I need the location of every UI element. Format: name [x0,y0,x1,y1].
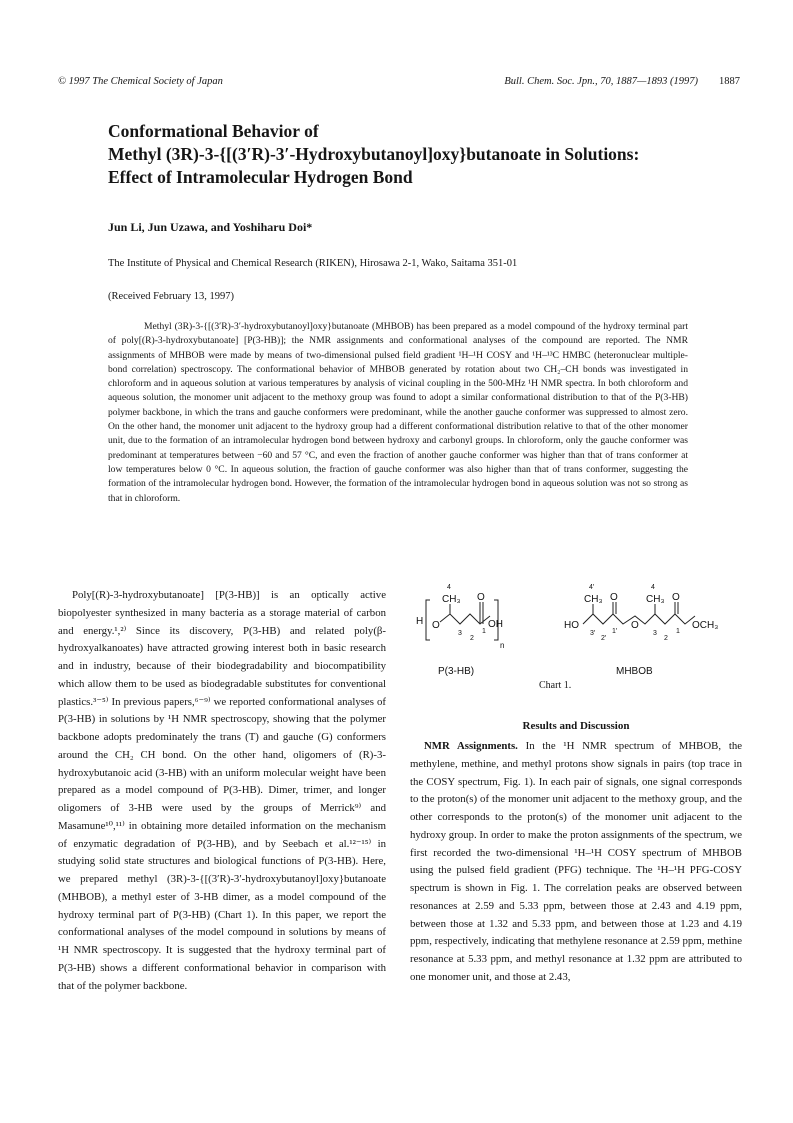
nmr-paragraph-text: In the ¹H NMR spectrum of MHBOB, the methylene, methine, and methyl protons show signals in pairs (top trace in the COSY spectrum, Fig. 1). In each pair of signals, one signal corresponds to the proton(s) of the monomer unit adjacent to the methoxy group, and the other corresponds to the proton(s) of the monomer unit adjacent to the hydroxy group. In order to make the proton assignments of the spectrum, we first recorded the two-dimensional ¹H–¹H COSY spectrum of MHBOB using the pulsed field gradient (PFG) technique. The ¹H–¹H PFG-COSY spectrum is shown in Fig. 1. The correlation peaks are observed between resonances at 2.59 and 5.33 ppm, between those at 2.43 and 4.19 ppm, between those at 1.32 and 5.33 ppm, and between those at 1.23 and 4.19 ppm, respectively, indicating that methylene resonance at 2.59 ppm, methine resonance at 5.33 ppm, and methyl resonance at 1.32 ppm are attributed to one monomer unit, and those at 2.43, [410,740,743,983]
running-header [58,76,740,92]
journal-citation: Bull. Chem. Soc. Jpn., 70, 1887—1893 (1997) [504,76,698,87]
repeat-subscript: n [500,641,505,650]
received-date: (Received February 13, 1997) [108,291,234,302]
carbon-number-4: 4 [447,584,451,591]
chart-1-structures [408,580,743,696]
methyl-label-b: CH₃ [646,594,665,605]
carbonyl-oxygen-b: O [672,592,680,603]
nmr-paragraph [410,738,742,987]
article-title [108,120,748,189]
carbon-number-2-prime: 2′ [601,635,607,642]
methyl-label: CH₃ [442,594,461,605]
carbon-number-2b: 2 [664,635,668,642]
ester-oxygen-b: O [631,620,639,631]
title-line-3: Effect of Intramolecular Hydrogen Bond [108,167,413,187]
title-line-2: Methyl (3R)-3-{[(3′R)-3′-Hydroxybutanoyl]oxy}butanoate in Solutions: [108,144,640,164]
carbonyl-oxygen: O [477,592,485,603]
author-list: Jun Li, Jun Uzawa, and Yoshiharu Doi* [108,220,313,234]
hydroxy-group: HO [564,620,579,631]
mhbob-label: MHBOB [616,666,653,677]
chart-caption: Chart 1. [539,680,572,691]
carbon-number-3: 3 [458,630,462,637]
page-number: 1887 [719,76,740,87]
carbon-number-4b: 4 [651,584,655,591]
copyright-line: © 1997 The Chemical Society of Japan [58,76,223,87]
affiliation: The Institute of Physical and Chemical Research (RIKEN), Hirosawa 2-1, Wako, Saitama 351-01 [108,258,518,269]
carbon-number-1: 1 [482,628,486,635]
abstract [108,320,688,506]
methoxy-group: OCH₃ [692,620,719,631]
runin-heading: NMR Assignments. [424,740,518,752]
ester-oxygen: O [432,620,440,631]
carbon-number-2: 2 [470,635,474,642]
methyl-label-prime: CH₃ [584,594,603,605]
carbonyl-oxygen-prime: O [610,592,618,603]
carbon-number-4-prime: 4′ [589,584,595,591]
chemical-structures [408,580,743,696]
carbon-number-3-prime: 3′ [590,630,596,637]
p3hb-label: P(3-HB) [438,666,475,677]
carbon-number-1-prime: 1′ [612,628,618,635]
title-line-1: Conformational Behavior of [108,121,319,141]
abstract-text: Methyl (3R)-3-{[(3′R)-3′-hydroxybutanoyl]oxy}butanoate (MHBOB) has been prepared as a model compound of the hydroxy terminal part of poly[(R)-3-hydroxybutanoate] [P(3-HB)]; the NMR assignments and conformational analyses of the compound are reported. The NMR assignments of MHBOB were made by means of two-dimensional pulsed field gradient ¹H–¹H COSY and ¹H–¹³C HMBC (heteronuclear multiple-bond correlation) spectroscopy. The conformational behavior of MHBOB generated by rotation about two CH₂–CH bonds was investigated in chloroform and in aqueous solution at various temperatures by analysis of vicinal coupling in the 500-MHz ¹H NMR spectra. In both chloroform and aqueous solution, the monomer unit adjacent to the methoxy group was found to adopt a similar conformational distribution to that of the P(3-HB) polymer backbone, in which the trans and gauche conformers were predominant, while the another gauche conformer was suppressed to almost zero. On the other hand, the monomer unit adjacent to the hydroxy group had a different conformational distribution relative to that of the other monomer unit, due to the formation of an intramolecular hydrogen bond between hydroxy and carbonyl groups. In chloroform, only the gauche conformer was predominant at temperatures between −60 and 57 °C, and even the fraction of another gauche conformer was higher than that of trans conformer at low temperatures below 0 °C. In aqueous solution, the fraction of gauche conformer was also higher than that of trans conformer, suggesting the formation of the intramolecular hydrogen bond. However, the formation of the intramolecular hydrogen bond in aqueous solution was not so strong as that in chloroform. [108,321,688,504]
right-column [410,738,742,987]
left-column [58,587,386,995]
carbon-number-1b: 1 [676,628,680,635]
intro-paragraph: Poly[(R)-3-hydroxybutanoate] [P(3-HB)] is an optically active biopolyester synthesized in many bacteria as a storage material of carbon and energy.¹,²⁾ Since its discovery, P(3-HB) and related poly(β-hydroxyalkanoates) have attracted growing interest both in basic research and in industry, because of their biodegradability and biocompatibility which allow them to be used as biodegradable substitutes for conventional plastics.³⁻⁵⁾ In previous papers,⁶⁻⁹⁾ we reported conformational analyses of P(3-HB) in solutions by ¹H NMR spectroscopy, showing that the polymer backbone adopts predominately the trans (T) and gauche (G) conformers around the CH₂ CH bond. On the other hand, oligomers of (R)-3-hydroxybutanoic acid (3-HB) with an uniform molecular weight have been prepared as a model compound of P(3-HB). Dimer, trimer, and longer oligomers of 3-HB were used by the groups of Merrick⁹⁾ and Masamune¹⁰,¹¹⁾ in obtaining more detailed information on the mechanism of enzymatic degradation of P(3-HB), and by Seebach et al.¹²⁻¹⁵⁾ in studying solid state structures and biological functions of P(3-HB). Here, we prepared methyl (3R)-3-{[(3′R)-3′-hydroxybutanoyl]oxy}butanoate (MHBOB), a methyl ester of 3-HB dimer, as a model compound of the hydroxy terminal part of P(3-HB) (Chart 1). In this paper, we report the conformational analyses of the model compound in solutions by means of ¹H NMR spectroscopy. It is suggested that the hydroxy terminal part of P(3-HB) shows a different conformational behavior in comparison with that of the polymer backbone. [58,589,386,992]
hydroxyl-group: OH [488,619,503,630]
section-heading: Results and Discussion [522,720,630,732]
carbon-number-3b: 3 [653,630,657,637]
hydrogen-terminal: H [416,616,424,627]
